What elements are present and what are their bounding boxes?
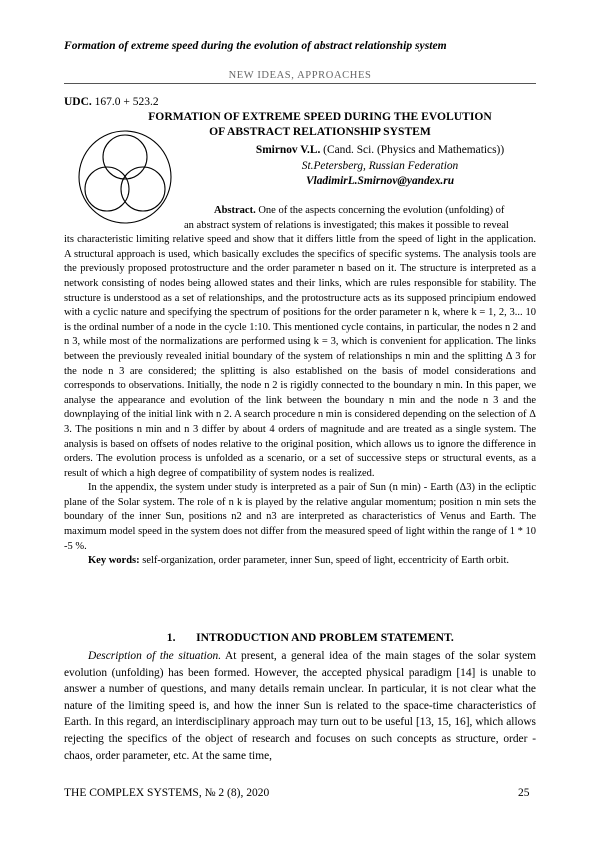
udc-value: 167.0 + 523.2 [94, 96, 159, 108]
author-block [220, 143, 540, 190]
abstract-first-line [64, 204, 536, 219]
abstract-appendix: In the appendix, the system under study is interpreted as a pair of Sun (n min) - Earth (Δ3) in the ecliptic plane of the Solar system. The role of n k is played by the relative angular momentum; position n min sets the boundary of the inner Sun, positions n2 and n3 are interpreted as characteristics of Venus and Earth. The maximum model speed in the system does not differ from the measured speed of light within the range of 1 * 10 -5 %. [64, 482, 536, 552]
title-line-2: OF ABSTRACT RELATIONSHIP SYSTEM [209, 125, 431, 138]
keywords-line [64, 554, 536, 569]
keywords-label: Key words: [88, 555, 140, 567]
footer-page-number: 25 [518, 787, 530, 799]
section-title: INTRODUCTION AND PROBLEM STATEMENT. [196, 631, 454, 644]
author-name: Smirnov V.L. [255, 144, 321, 156]
footer-journal: THE COMPLEX SYSTEMS, № 2 (8), 2020 [64, 787, 270, 799]
author-line [220, 143, 540, 159]
author-email[interactable]: VladimirL.Smirnov@yandex.ru [305, 175, 455, 187]
section-number: 1. [166, 631, 176, 644]
keywords-text: self-organization, order parameter, inner Sun, speed of light, eccentricity of Earth orbit. [139, 555, 510, 567]
udc-label: UDC. [64, 96, 92, 108]
abstract-label: Abstract. [214, 205, 256, 216]
logo-top-circle [103, 135, 147, 179]
abstract-body: its characteristic limiting relative speed and show that it differs little from the speed of light in the application. A structural approach is used, which basically excludes the specifics of specific systems. The analysis tools are the previously proposed protostructure and the order parameter n based on it. The structure is interpreted as a network consisting of nodes being allowed states and their links, which are rules responsible for stability. The structure is understood as a set of relationships, and the protostructure acts as its supposed principium endowed with a cyclic nature and specifying the spectrum of positions for the order parameter n k, where k = 1, 2, 3... 10 is the ordinal number of a node in the cycle 1:10. This mentioned cycle contains, in particular, the nodes n 2 and n 3, while most of the normalizations are performed using k = 3, which is convenient for application. The links between the previously revealed initial boundary of the system of relationships n min and the splitting Δ 3 for the node n 3 are considered; the splitting is also established on the basis of model considerations and corresponds to observations. Initially, the node n 2 is rigidly connected to the boundary n min. In this paper, we analyse the appearance and evolution of the link between the boundary n min and the node n 3 and the downplaying of the initial link with n 2. A search procedure n min is considered depending on the selection of Δ 3. The positions n min and n 3 differ by about 4 orders of magnitude and are treated as a single system. The analysis is based on offsets of nodes relative to the original position, which allows us to ignore the difference in orders. The evolution process is unfolded as a scenario, or a set of successive steps or structural events, as a result of which a high degree of compatibility of system nodes is realized. [64, 234, 536, 479]
author-degree: (Cand. Sci. (Physics and Mathematics)) [320, 144, 505, 156]
abstract-first-text: One of the aspects concerning the evolution (unfolding) of [255, 205, 505, 216]
author-city: St.Petersberg, Russian Federation [301, 159, 459, 172]
section-label: NEW IDEAS, APPROACHES [64, 70, 536, 84]
section-heading [64, 631, 536, 644]
udc-line [64, 96, 159, 108]
running-head: Formation of extreme speed during the evolution of abstract relationship system [64, 39, 447, 52]
intro-paragraph [64, 648, 536, 764]
intro-lead: Description of the situation. [88, 650, 222, 662]
intro-text: At present, a general idea of the main stages of the solar system evolution (unfolding) has been formed. However, the accepted physical paradigm [14] is unable to answer a number of questions, and many details remain unclear. In particular, it is not clear what the nature of the limiting speed is, and how the inner Sun is related to the space-time characteristics of Earth. In this regard, an interdisciplinary approach may turn out to be useful [13, 15, 16], which allows rejecting the specifics of the object of research and focuses on such concepts as structure, order - chaos, order parameter, etc. At the same time, [64, 650, 536, 762]
abstract-second-line: an abstract system of relations is investigated; this makes it possible to reveal [184, 219, 509, 231]
title-line-1: FORMATION OF EXTREME SPEED DURING THE EVOLUTION [148, 110, 492, 123]
abstract-section [64, 204, 536, 569]
